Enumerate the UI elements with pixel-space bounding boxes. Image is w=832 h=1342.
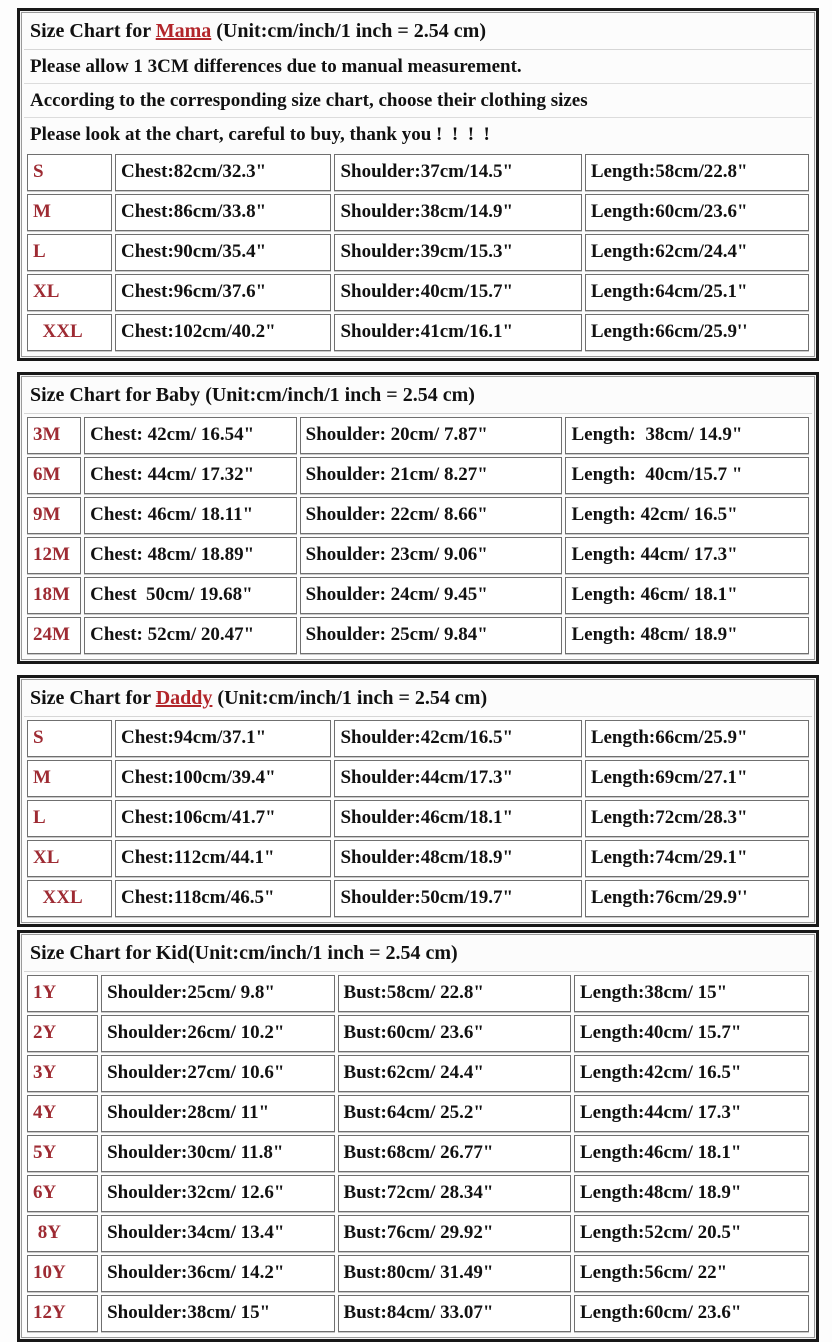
daddy-size-table: [24, 717, 812, 920]
table-row: [27, 800, 809, 837]
size-cell: 5Y: [27, 1135, 98, 1172]
chest-cell: Chest:96cm/37.6": [115, 274, 331, 311]
table-row: [27, 1295, 809, 1332]
shoulder-cell: Shoulder:25cm/ 9.8": [101, 975, 334, 1012]
length-cell: Length: 40cm/15.7 ": [565, 457, 809, 494]
chest-cell: Chest: 52cm/ 20.47": [84, 617, 297, 654]
section-gap: [17, 664, 819, 675]
table-row: [27, 1015, 809, 1052]
table-row: [27, 760, 809, 797]
shoulder-cell: Shoulder:28cm/ 11": [101, 1095, 334, 1132]
section-title-mama: [24, 13, 812, 50]
bust-cell: Bust:80cm/ 31.49": [338, 1255, 571, 1292]
table-row: [27, 537, 809, 574]
length-cell: Length:60cm/23.6": [585, 194, 809, 231]
kid-size-table: [24, 972, 812, 1335]
section-inner-mama: [21, 12, 815, 357]
size-cell: M: [27, 194, 112, 231]
shoulder-cell: Shoulder: 25cm/ 9.84": [300, 617, 563, 654]
shoulder-cell: Shoulder:30cm/ 11.8": [101, 1135, 334, 1172]
length-cell: Length:42cm/ 16.5": [574, 1055, 809, 1092]
section-title-daddy: [24, 680, 812, 717]
section-inner-kid: [21, 934, 815, 1338]
table-row: [27, 417, 809, 454]
shoulder-cell: Shoulder:39cm/15.3": [334, 234, 581, 271]
table-row: [27, 720, 809, 757]
shoulder-cell: Shoulder:50cm/19.7": [334, 880, 581, 917]
shoulder-cell: Shoulder:36cm/ 14.2": [101, 1255, 334, 1292]
title-suffix: (Unit:cm/inch/1 inch = 2.54 cm): [211, 20, 486, 42]
length-cell: Length:60cm/ 23.6": [574, 1295, 809, 1332]
shoulder-cell: Shoulder:40cm/15.7": [334, 274, 581, 311]
size-cell: 6Y: [27, 1175, 98, 1212]
chest-cell: Chest:86cm/33.8": [115, 194, 331, 231]
table-row: [27, 234, 809, 271]
title-prefix: Size Chart for: [30, 942, 156, 964]
title-name-daddy: Daddy: [155, 687, 213, 709]
table-row: [27, 497, 809, 534]
length-cell: Length:66cm/25.9": [585, 720, 809, 757]
title-suffix: (Unit:cm/inch/1 inch = 2.54 cm): [200, 384, 475, 406]
table-row: [27, 457, 809, 494]
shoulder-cell: Shoulder:27cm/ 10.6": [101, 1055, 334, 1092]
size-cell: 24M: [27, 617, 81, 654]
size-cell: 1Y: [27, 975, 98, 1012]
size-cell: XL: [27, 840, 112, 877]
shoulder-cell: Shoulder: 24cm/ 9.45": [300, 577, 563, 614]
length-cell: Length: 38cm/ 14.9": [565, 417, 809, 454]
length-cell: Length:52cm/ 20.5": [574, 1215, 809, 1252]
chest-cell: Chest:82cm/32.3": [115, 154, 331, 191]
size-cell: 2Y: [27, 1015, 98, 1052]
bust-cell: Bust:72cm/ 28.34": [338, 1175, 571, 1212]
shoulder-cell: Shoulder:26cm/ 10.2": [101, 1015, 334, 1052]
table-row: [27, 154, 809, 191]
shoulder-cell: Shoulder: 20cm/ 7.87": [300, 417, 563, 454]
note-measurement: Please allow 1 3CM differences due to manual measurement.: [24, 50, 812, 84]
shoulder-cell: Shoulder: 22cm/ 8.66": [300, 497, 563, 534]
size-cell: 12Y: [27, 1295, 98, 1332]
size-cell: M: [27, 760, 112, 797]
size-chart-section-mama: [17, 8, 819, 361]
title-prefix: Size Chart for: [30, 20, 156, 42]
bust-cell: Bust:62cm/ 24.4": [338, 1055, 571, 1092]
chest-cell: Chest:118cm/46.5": [115, 880, 331, 917]
chest-cell: Chest: 46cm/ 18.11": [84, 497, 297, 534]
length-cell: Length:46cm/ 18.1": [574, 1135, 809, 1172]
table-row: [27, 1055, 809, 1092]
table-row: [27, 975, 809, 1012]
length-cell: Length:48cm/ 18.9": [574, 1175, 809, 1212]
table-row: [27, 1215, 809, 1252]
table-row: [27, 1175, 809, 1212]
chest-cell: Chest: 42cm/ 16.54": [84, 417, 297, 454]
shoulder-cell: Shoulder:41cm/16.1": [334, 314, 581, 351]
length-cell: Length:76cm/29.9'': [585, 880, 809, 917]
length-cell: Length:56cm/ 22": [574, 1255, 809, 1292]
shoulder-cell: Shoulder: 23cm/ 9.06": [300, 537, 563, 574]
title-suffix: (Unit:cm/inch/1 inch = 2.54 cm): [187, 942, 458, 964]
length-cell: Length:62cm/24.4": [585, 234, 809, 271]
title-name-kid: Kid: [155, 942, 188, 964]
size-cell: 12M: [27, 537, 81, 574]
chest-cell: Chest: 44cm/ 17.32": [84, 457, 297, 494]
length-cell: Length:58cm/22.8": [585, 154, 809, 191]
title-suffix: (Unit:cm/inch/1 inch = 2.54 cm): [212, 687, 488, 709]
table-row: [27, 194, 809, 231]
table-row: [27, 1135, 809, 1172]
size-cell: XXL: [27, 314, 112, 351]
chest-cell: Chest:112cm/44.1": [115, 840, 331, 877]
shoulder-cell: Shoulder:38cm/14.9": [334, 194, 581, 231]
bust-cell: Bust:76cm/ 29.92": [338, 1215, 571, 1252]
chest-cell: Chest:94cm/37.1": [115, 720, 331, 757]
shoulder-cell: Shoulder:48cm/18.9": [334, 840, 581, 877]
title-name-baby: Baby: [155, 384, 201, 406]
section-inner-baby: [21, 376, 815, 660]
section-inner-daddy: [21, 679, 815, 923]
section-title-kid: [24, 935, 812, 972]
size-chart-section-kid: [17, 930, 819, 1342]
note-size-chart: According to the corresponding size chart, choose their clothing sizes: [24, 84, 812, 118]
length-cell: Length:66cm/25.9'': [585, 314, 809, 351]
length-cell: Length: 46cm/ 18.1": [565, 577, 809, 614]
size-chart-section-daddy: [17, 675, 819, 927]
shoulder-cell: Shoulder:38cm/ 15": [101, 1295, 334, 1332]
baby-size-table: [24, 414, 812, 657]
title-prefix: Size Chart for: [30, 384, 156, 406]
chest-cell: Chest:106cm/41.7": [115, 800, 331, 837]
shoulder-cell: Shoulder: 21cm/ 8.27": [300, 457, 563, 494]
table-row: [27, 617, 809, 654]
size-cell: S: [27, 720, 112, 757]
size-cell: XL: [27, 274, 112, 311]
table-row: [27, 1095, 809, 1132]
size-cell: 18M: [27, 577, 81, 614]
shoulder-cell: Shoulder:37cm/14.5": [334, 154, 581, 191]
chest-cell: Chest:100cm/39.4": [115, 760, 331, 797]
table-row: [27, 1255, 809, 1292]
table-row: [27, 274, 809, 311]
size-chart-section-baby: [17, 372, 819, 664]
mama-size-table: [24, 151, 812, 354]
length-cell: Length: 44cm/ 17.3": [565, 537, 809, 574]
size-cell: 10Y: [27, 1255, 98, 1292]
size-cell: 8Y: [27, 1215, 98, 1252]
chest-cell: Chest: 48cm/ 18.89": [84, 537, 297, 574]
size-cell: S: [27, 154, 112, 191]
size-cell: XXL: [27, 880, 112, 917]
size-cell: 9M: [27, 497, 81, 534]
length-cell: Length:72cm/28.3": [585, 800, 809, 837]
shoulder-cell: Shoulder:42cm/16.5": [334, 720, 581, 757]
size-cell: L: [27, 800, 112, 837]
bust-cell: Bust:84cm/ 33.07": [338, 1295, 571, 1332]
bust-cell: Bust:64cm/ 25.2": [338, 1095, 571, 1132]
chest-cell: Chest:90cm/35.4": [115, 234, 331, 271]
shoulder-cell: Shoulder:44cm/17.3": [334, 760, 581, 797]
note-thank-you: Please look at the chart, careful to buy, thank you ! ! ! !: [30, 124, 490, 145]
size-cell: 4Y: [27, 1095, 98, 1132]
title-name-mama: Mama: [155, 20, 212, 42]
length-cell: Length:40cm/ 15.7": [574, 1015, 809, 1052]
section-title-baby: [24, 377, 812, 414]
length-cell: Length:74cm/29.1": [585, 840, 809, 877]
table-row: [27, 314, 809, 351]
shoulder-cell: Shoulder:46cm/18.1": [334, 800, 581, 837]
size-cell: 3M: [27, 417, 81, 454]
section-gap: [17, 361, 819, 372]
title-prefix: Size Chart for: [30, 687, 156, 709]
table-row: [27, 577, 809, 614]
shoulder-cell: Shoulder:34cm/ 13.4": [101, 1215, 334, 1252]
size-cell: 6M: [27, 457, 81, 494]
chest-cell: Chest:102cm/40.2": [115, 314, 331, 351]
bust-cell: Bust:60cm/ 23.6": [338, 1015, 571, 1052]
bust-cell: Bust:68cm/ 26.77": [338, 1135, 571, 1172]
shoulder-cell: Shoulder:32cm/ 12.6": [101, 1175, 334, 1212]
length-cell: Length:64cm/25.1": [585, 274, 809, 311]
chest-cell: Chest 50cm/ 19.68": [84, 577, 297, 614]
length-cell: Length:44cm/ 17.3": [574, 1095, 809, 1132]
length-cell: Length:38cm/ 15": [574, 975, 809, 1012]
bust-cell: Bust:58cm/ 22.8": [338, 975, 571, 1012]
table-row: [27, 880, 809, 917]
size-cell: 3Y: [27, 1055, 98, 1092]
length-cell: Length: 42cm/ 16.5": [565, 497, 809, 534]
table-row: [27, 840, 809, 877]
length-cell: Length: 48cm/ 18.9": [565, 617, 809, 654]
size-cell: L: [27, 234, 112, 271]
length-cell: Length:69cm/27.1": [585, 760, 809, 797]
size-chart-page: [17, 8, 819, 1342]
